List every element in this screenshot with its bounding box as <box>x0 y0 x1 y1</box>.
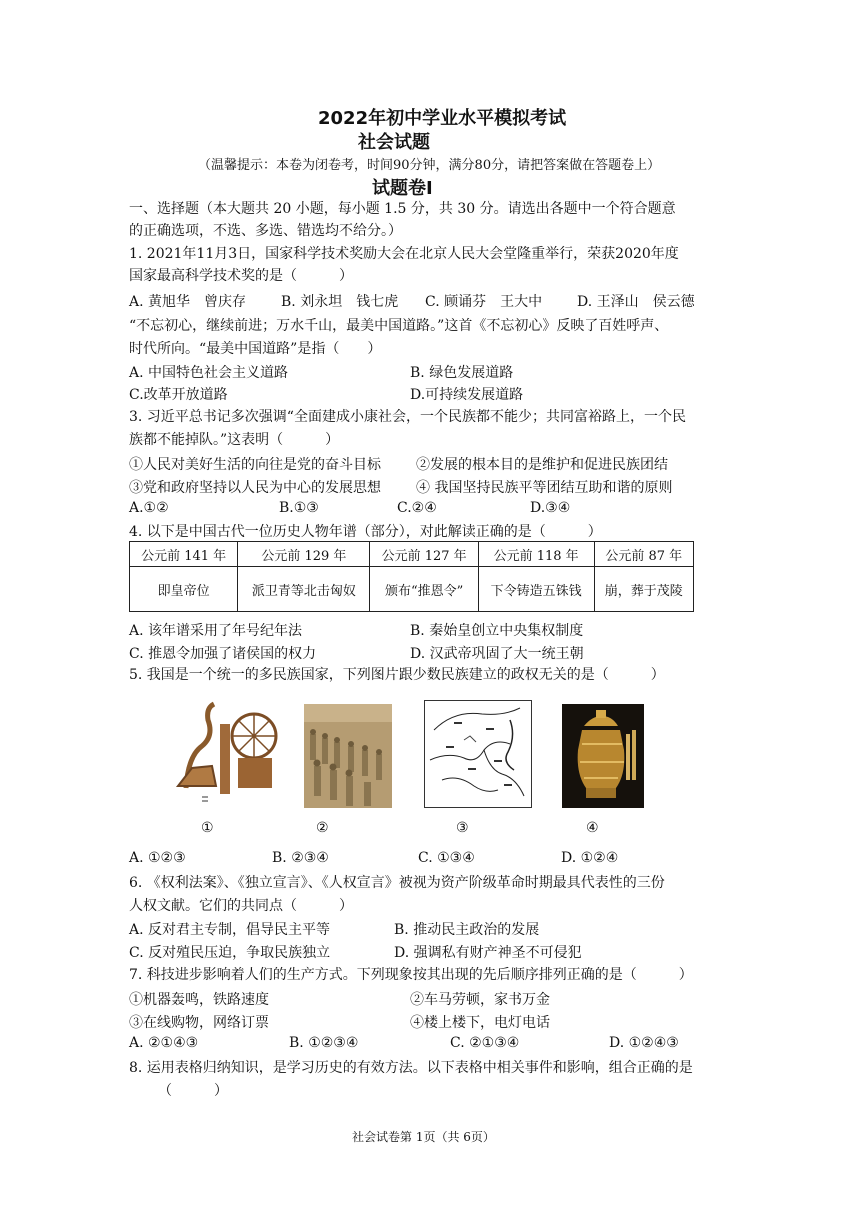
q7-option-d: D. ①②④③ <box>609 1035 679 1051</box>
table-header-cell: 公元前 87 年 <box>594 542 693 567</box>
table-cell: 崩，葬于茂陵 <box>594 567 693 612</box>
q4-option-a: A. 该年谱采用了年号纪年法 <box>129 623 303 639</box>
q7-statement-3: ③在线购物，网络订票 <box>129 1015 269 1031</box>
image-loom-waterwheel <box>168 696 278 808</box>
q6-option-b: B. 推动民主政治的发展 <box>394 922 540 938</box>
table-header-cell: 公元前 127 年 <box>370 542 478 567</box>
instructions-line-1: 一、选择题（本大题共 20 小题，每小题 1.5 分，共 30 分。请选出各题中一个符合题意 <box>129 201 676 217</box>
q8-stem-line-2: （ ） <box>158 1083 228 1099</box>
q4-option-c: C. 推恩令加强了诸侯国的权力 <box>129 646 317 662</box>
q6-stem-line-2: 人权文献。它们的共同点（ ） <box>129 898 353 914</box>
q7-option-a: A. ②①④③ <box>129 1035 199 1051</box>
q1-stem-line-2: 国家最高科学技术奖的是（ ） <box>129 268 353 284</box>
q2-stem-line-2: 时代所向。“最美中国道路”是指（ ） <box>129 341 382 357</box>
q5-option-b: B. ②③④ <box>272 850 329 866</box>
q5-option-d: D. ①②④ <box>561 850 619 866</box>
chronology-table <box>129 541 694 612</box>
table-header-cell: 公元前 141 年 <box>130 542 238 567</box>
q7-option-b: B. ①②③④ <box>289 1035 359 1051</box>
q3-option-d: D.③④ <box>530 500 571 516</box>
q5-stem: 5. 我国是一个统一的多民族国家，下列图片跟少数民族建立的政权无关的是（ ） <box>129 667 665 683</box>
q4-stem: 4. 以下是中国古代一位历史人物年谱（部分），对此解读正确的是（ ） <box>129 524 602 540</box>
q4-option-d: D. 汉武帝巩固了大一统王朝 <box>410 646 584 662</box>
table-header-cell: 公元前 118 年 <box>478 542 594 567</box>
q1-option-d: D. 王泽山 侯云德 <box>577 294 695 310</box>
image-label-2: ② <box>316 820 329 836</box>
q5-option-a: A. ①②③ <box>129 850 186 866</box>
q1-option-b: B. 刘永坦 钱七虎 <box>281 294 399 310</box>
q3-statement-1: ①人民对美好生活的向往是党的奋斗目标 <box>129 457 381 473</box>
q6-stem-line-1: 6. 《权利法案》、《独立宣言》、《人权宣言》被视为资产阶级革命时期最具代表性的三份 <box>129 875 665 891</box>
q2-option-b: B. 绿色发展道路 <box>410 365 514 381</box>
q7-statement-4: ④楼上楼下，电灯电话 <box>410 1015 550 1031</box>
section-title: 试题卷Ⅰ <box>372 178 433 199</box>
q6-option-c: C. 反对殖民压迫，争取民族独立 <box>129 945 331 961</box>
q5-option-c: C. ①③④ <box>418 850 475 866</box>
image-golden-vessel <box>562 704 644 808</box>
q3-option-a: A.①② <box>129 500 169 516</box>
image-terracotta-warriors <box>304 704 392 808</box>
image-label-3: ③ <box>456 820 469 836</box>
q8-stem-line-1: 8. 运用表格归纳知识，是学习历史的有效方法。以下表格中相关事件和影响，组合正确的是 <box>129 1060 693 1076</box>
q7-statement-1: ①机器轰鸣，铁路速度 <box>129 992 269 1008</box>
image-label-4: ④ <box>586 820 599 836</box>
q2-option-d: D.可持续发展道路 <box>410 387 524 403</box>
q7-option-c: C. ②①③④ <box>450 1035 520 1051</box>
exam-subject: 社会试题 <box>358 132 430 153</box>
q2-option-a: A. 中国特色社会主义道路 <box>129 365 289 381</box>
image-label-1: ① <box>201 820 214 836</box>
page-footer: 社会试卷第 1页（共 6页） <box>352 1130 495 1144</box>
q3-stem-line-1: 3. 习近平总书记多次强调“全面建成小康社会，一个民族都不能少；共同富裕路上，一个民 <box>129 409 686 425</box>
exam-title: 2022年初中学业水平模拟考试 <box>318 108 567 129</box>
q1-stem-line-1: 1. 2021年11月3日，国家科学技术奖励大会在北京人民大会堂隆重举行，荣获2020年度 <box>129 246 679 262</box>
q7-statement-2: ②车马劳顿，家书万金 <box>410 992 550 1008</box>
exam-hint: （温馨提示：本卷为闭卷考，时间90分钟，满分80分，请把答案做在答题卷上） <box>198 158 661 173</box>
table-cell: 即皇帝位 <box>130 567 238 612</box>
table-cell: 下令铸造五铢钱 <box>478 567 594 612</box>
image-historical-map <box>424 700 532 808</box>
table-header-cell: 公元前 129 年 <box>238 542 370 567</box>
q3-statement-2: ②发展的根本目的是维护和促进民族团结 <box>416 457 668 473</box>
instructions-line-2: 的正确选项，不选、多选、错选均不给分。） <box>129 223 402 239</box>
q4-option-b: B. 秦始皇创立中央集权制度 <box>410 623 584 639</box>
q3-option-c: C.②④ <box>397 500 437 516</box>
q2-stem-line-1: “不忘初心，继续前进；万水千山，最美中国道路。”这首《不忘初心》反映了百姓呼声、 <box>129 318 669 334</box>
table-cell: 颁布“推恩令” <box>370 567 478 612</box>
q1-option-a: A. 黄旭华 曾庆存 <box>129 294 247 310</box>
q3-statement-4: ④ 我国坚持民族平等团结互助和谐的原则 <box>416 480 673 496</box>
q3-option-b: B.①③ <box>279 500 319 516</box>
q3-statement-3: ③党和政府坚持以人民为中心的发展思想 <box>129 480 381 496</box>
q6-option-d: D. 强调私有财产神圣不可侵犯 <box>394 945 582 961</box>
q2-option-c: C.改革开放道路 <box>129 387 228 403</box>
table-cell: 派卫青等北击匈奴 <box>238 567 370 612</box>
q6-option-a: A. 反对君主专制，倡导民主平等 <box>129 922 331 938</box>
q3-stem-line-2: 族都不能掉队。”这表明（ ） <box>129 432 340 448</box>
q1-option-c: C. 顾诵芬 王大中 <box>425 294 543 310</box>
q7-stem: 7. 科技进步影响着人们的生产方式。下列现象按其出现的先后顺序排列正确的是（ ） <box>129 967 693 983</box>
